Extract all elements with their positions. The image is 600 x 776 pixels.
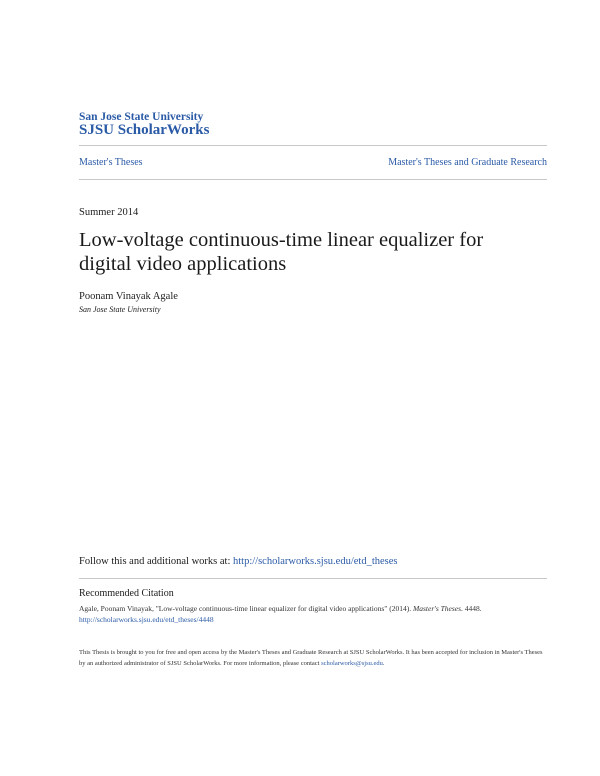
citation-body: Agale, Poonam Vinayak, "Low-voltage continuous-time linear equalizer for digital video applications" (2014). xyxy=(79,604,413,613)
citation-text xyxy=(79,603,549,625)
document-title: Low-voltage continuous-time linear equalizer for digital video applications xyxy=(79,229,484,275)
citation-series: Master's Theses xyxy=(412,604,462,613)
follow-line xyxy=(79,556,397,567)
notice-body: This Thesis is brought to you for free and open access by the Master's Theses and Graduate Research at SJSU ScholarWorks. It has been accepted for inclusion in Master's Theses by an authorized administrator of SJSU ScholarWorks. For more information, please contact xyxy=(79,649,543,667)
citation-url-link[interactable]: http://scholarworks.sjsu.edu/etd_theses/4448 xyxy=(79,615,214,624)
follow-label: Follow this and additional works at: xyxy=(79,556,233,567)
citation-heading: Recommended Citation xyxy=(79,588,174,599)
author-affiliation: San Jose State University xyxy=(79,305,161,314)
collection-link-left[interactable]: Master's Theses xyxy=(79,157,143,168)
contact-email-link[interactable]: scholarworks@sjsu.edu xyxy=(321,659,383,667)
divider-nav xyxy=(79,179,547,180)
follow-url-link[interactable]: http://scholarworks.sjsu.edu/etd_theses xyxy=(233,556,398,567)
access-notice xyxy=(79,648,549,669)
citation-number: . 4448. xyxy=(461,604,482,613)
author-name: Poonam Vinayak Agale xyxy=(79,291,178,302)
repository-name[interactable]: SJSU ScholarWorks xyxy=(79,122,210,138)
publication-date: Summer 2014 xyxy=(79,207,139,218)
notice-end: . xyxy=(382,659,385,667)
institution-name[interactable]: San Jose State University xyxy=(79,111,204,123)
divider-citation xyxy=(79,578,547,579)
collection-link-right[interactable]: Master's Theses and Graduate Research xyxy=(388,157,547,168)
divider-top xyxy=(79,145,547,146)
